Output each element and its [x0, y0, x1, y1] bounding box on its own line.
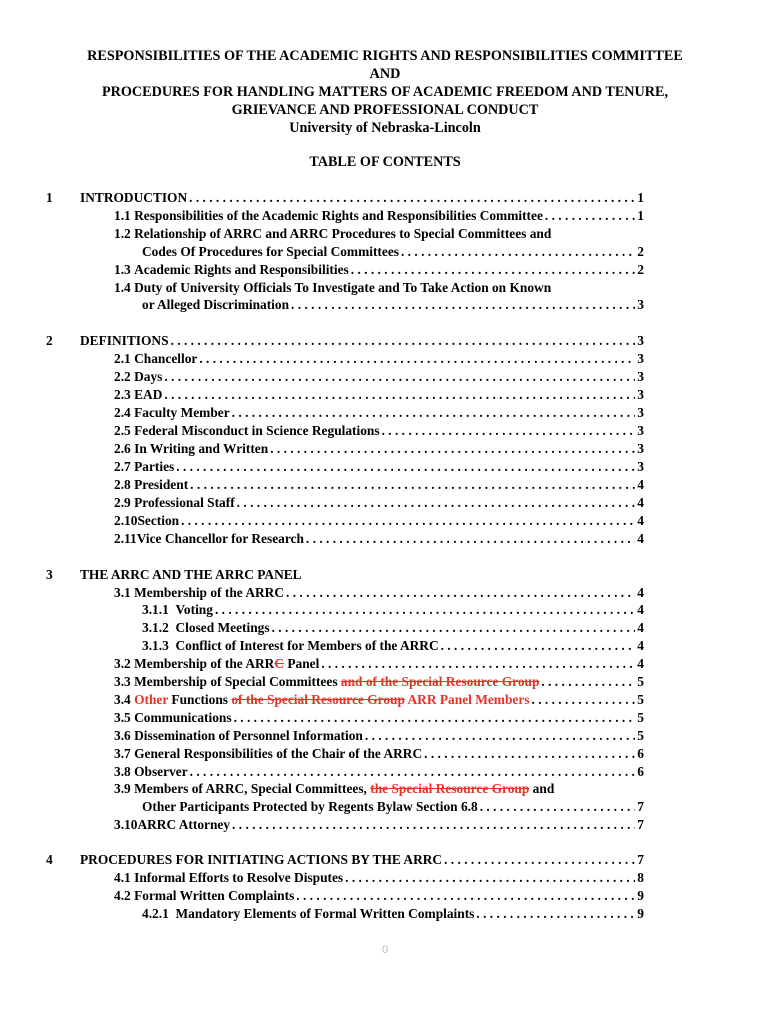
toc-entry[interactable]: 3.5 Communications . . . 5 — [114, 710, 644, 726]
header-line-4: GRIEVANCE AND PROFESSIONAL CONDUCT — [231, 102, 539, 119]
toc-entry[interactable]: 3.6 Dissemination of Personnel Information . . . 5 — [114, 728, 644, 744]
toc-entry[interactable]: 3.10ARRC Attorney . . . 7 — [114, 817, 644, 833]
toc-entry-continuation[interactable]: Other Participants Protected by Regents Bylaw Section 6.8 . . . 7 — [142, 799, 644, 815]
toc-section-procedures[interactable]: PROCEDURES FOR INITIATING ACTIONS BY THE ARRC . . . 7 — [80, 852, 644, 868]
deleted-text: of the Special Resource Group — [231, 692, 405, 707]
toc-entry[interactable]: 1.2 Relationship of ARRC and ARRC Procedures to Special Committees and — [114, 226, 552, 241]
page-number: 0 — [381, 944, 389, 956]
toc-entry-continuation[interactable]: Codes Of Procedures for Special Committees . . . 2 — [142, 244, 644, 260]
toc-entry[interactable]: 3.7 General Responsibilities of the Chair of the ARRC . . . 6 — [114, 746, 644, 762]
toc-entry[interactable]: 2.10Section . . . 4 — [114, 513, 644, 529]
deleted-text: the Special Resource Group — [370, 781, 530, 796]
toc-entry[interactable]: 2.4 Faculty Member . . . 3 — [114, 405, 644, 421]
header-line-2: AND — [369, 66, 401, 83]
toc-entry[interactable]: 2.1 Chancellor . . . 3 — [114, 351, 644, 367]
toc-entry[interactable]: 2.8 President . . . 4 — [114, 477, 644, 493]
toc-section-definitions[interactable]: DEFINITIONS . . . 3 — [80, 333, 644, 349]
toc-entry[interactable]: 3.9 Members of ARRC, Special Committees, the Special Resource Group and — [114, 781, 555, 796]
toc-entry[interactable]: 1.4 Duty of University Officials To Investigate and To Take Action on Known — [114, 280, 552, 295]
section-number: 1 — [46, 190, 53, 205]
toc-entry[interactable]: 3.2 Membership of the ARRC Panel . . . 4 — [114, 656, 644, 672]
toc-subentry[interactable]: 4.2.1 Mandatory Elements of Formal Written Complaints . . . 9 — [142, 906, 644, 922]
toc-entry[interactable]: 2.3 EAD . . . 3 — [114, 387, 644, 403]
toc-entry[interactable]: 2.7 Parties . . . 3 — [114, 459, 644, 475]
header-line-1: RESPONSIBILITIES OF THE ACADEMIC RIGHTS AND RESPONSIBILITIES COMMITTEE — [87, 48, 683, 64]
toc-entry[interactable]: 3.4 Other Functions of the Special Resource Group ARR Panel Members . . . 5 — [114, 692, 644, 708]
toc-title: TABLE OF CONTENTS — [309, 154, 461, 170]
toc-entry[interactable]: 2.2 Days . . . 3 — [114, 369, 644, 385]
section-number: 2 — [46, 333, 53, 348]
toc-entry[interactable]: 2.6 In Writing and Written . . . 3 — [114, 441, 644, 457]
toc-entry[interactable]: 3.8 Observer . . . 6 — [114, 764, 644, 780]
inserted-text: ARR Panel Members — [404, 692, 530, 707]
header-line-3: PROCEDURES FOR HANDLING MATTERS OF ACADEMIC FREEDOM AND TENURE, — [101, 84, 669, 101]
section-number: 3 — [46, 567, 53, 582]
toc-entry[interactable]: 1.3 Academic Rights and Responsibilities . . . 2 — [114, 262, 644, 278]
toc-entry[interactable]: 2.5 Federal Misconduct in Science Regulations . . . 3 — [114, 423, 644, 439]
header-line-5: University of Nebraska-Lincoln — [289, 120, 481, 137]
document-header — [0, 47, 770, 137]
toc-subentry[interactable]: 3.1.3 Conflict of Interest for Members of the ARRC . . . 4 — [142, 638, 644, 654]
toc-entry[interactable]: 2.9 Professional Staff . . . 4 — [114, 495, 644, 511]
toc-entry-continuation[interactable]: or Alleged Discrimination . . . 3 — [142, 297, 644, 313]
toc-entry[interactable]: 3.1 Membership of the ARRC . . . 4 — [114, 585, 644, 601]
section-number: 4 — [46, 852, 53, 867]
deleted-text: and of the Special Resource Group — [340, 674, 540, 689]
toc-entry[interactable]: 3.3 Membership of Special Committees and of the Special Resource Group . . . 5 — [114, 674, 644, 690]
deleted-text: C — [274, 656, 284, 671]
toc-subentry[interactable]: 3.1.1 Voting . . . 4 — [142, 602, 644, 618]
toc-subentry[interactable]: 3.1.2 Closed Meetings . . . 4 — [142, 620, 644, 636]
inserted-text: Other — [134, 692, 169, 707]
toc-section-introduction[interactable]: INTRODUCTION . . . 1 — [80, 190, 644, 206]
toc-entry[interactable]: 2.11Vice Chancellor for Research . . . 4 — [114, 531, 644, 547]
toc-entry[interactable]: 4.2 Formal Written Complaints . . . 9 — [114, 888, 644, 904]
toc-entry[interactable]: 4.1 Informal Efforts to Resolve Disputes . . . 8 — [114, 870, 644, 886]
toc-section-arrc-panel[interactable]: THE ARRC AND THE ARRC PANEL — [80, 567, 302, 582]
toc-entry[interactable]: 1.1 Responsibilities of the Academic Rights and Responsibilities Committee . . . 1 — [114, 208, 644, 224]
